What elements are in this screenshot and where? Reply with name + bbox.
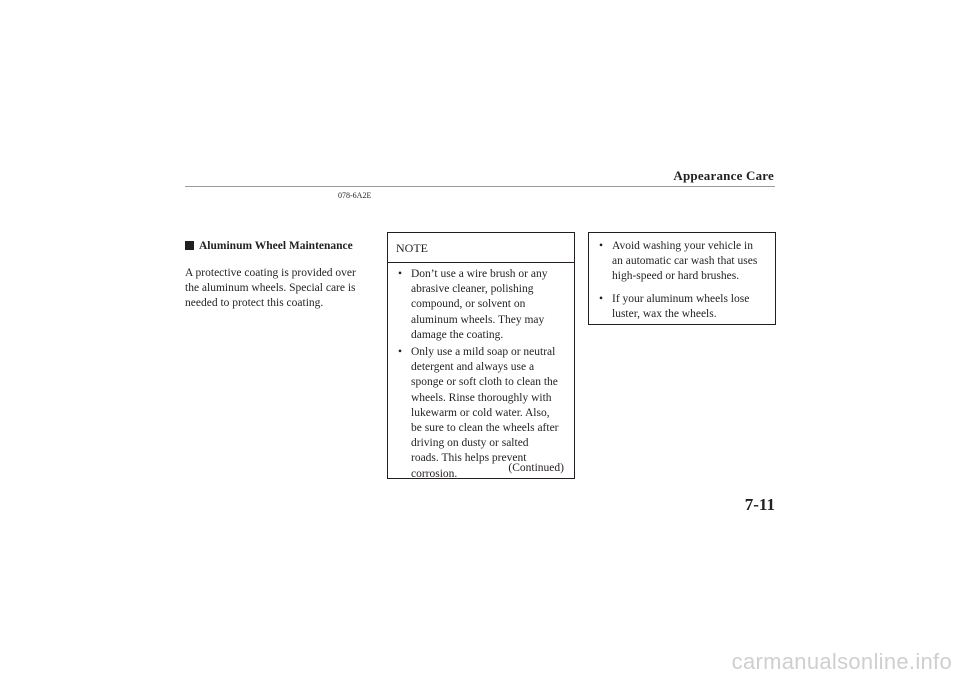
bullet-line: high-speed or hard brushes. [612,270,740,283]
continued-note-box [588,232,776,325]
bullet-line: detergent and always use a [411,361,535,374]
header-divider [185,186,775,187]
note-bullet-item [599,239,769,285]
bullet-line: wheels. Rinse thoroughly with [411,391,552,404]
note-divider [388,262,574,263]
bullet-line: Avoid washing your vehicle in [612,240,753,252]
bullet-line: aluminum wheels. They may [411,313,545,326]
bullet-icon: • [398,346,403,358]
section-heading-text: Aluminum Wheel Maintenance [199,240,353,252]
note-bullet-item [398,267,568,343]
watermark-text: carmanualsonline.info [731,649,952,674]
continued-label: (Continued) [508,462,564,474]
page-header-title: Appearance Care [673,168,774,183]
note-bullet-item [599,292,769,322]
bullet-line: driving on dusty or salted [411,437,529,450]
intro-paragraph [185,266,375,312]
note-box [387,232,575,479]
note-title: NOTE [396,241,428,255]
bullet-icon: • [599,240,604,252]
bullet-line: lukewarm or cold water. Also, [411,406,550,419]
bullet-line: If your aluminum wheels lose [612,293,750,305]
intro-line: the aluminum wheels. Special care is [185,282,356,295]
black-square-icon [185,241,194,250]
bullet-line: corrosion. [411,467,458,480]
intro-line: needed to protect this coating. [185,297,324,310]
bullet-line: be sure to clean the wheels after [411,422,559,435]
bullet-line: sponge or soft cloth to clean the [411,376,558,389]
intro-line: A protective coating is provided over [185,267,356,279]
bullet-line: luster, wax the wheels. [612,308,717,321]
bullet-line: compound, or solvent on [411,298,526,311]
page-number: 7-11 [744,495,775,514]
section-heading [185,240,353,252]
bullet-line: abrasive cleaner, polishing [411,283,534,296]
document-code: 078-6A2E [338,191,372,200]
bullet-line: Don’t use a wire brush or any [411,268,548,280]
bullet-line: damage the coating. [411,328,504,341]
bullet-icon: • [398,268,403,280]
bullet-icon: • [599,293,604,305]
bullet-line: Only use a mild soap or neutral [411,346,556,358]
bullet-line: an automatic car wash that uses [612,255,758,268]
bullet-line: roads. This helps prevent [411,452,527,465]
